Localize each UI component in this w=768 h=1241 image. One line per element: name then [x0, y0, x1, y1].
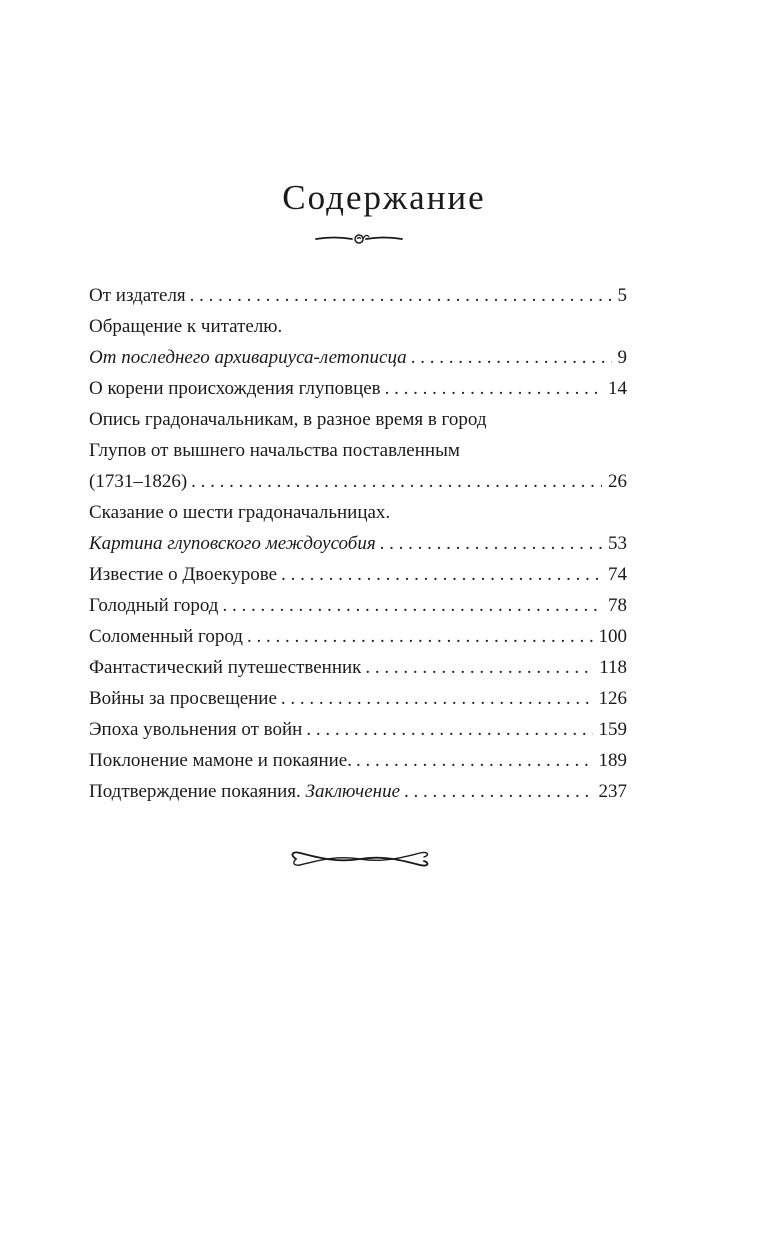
toc-entry-line — [89, 311, 627, 342]
dot-leader — [191, 466, 602, 497]
toc-page-number: 74 — [608, 564, 627, 585]
toc-entry-text: От издателя — [89, 285, 186, 306]
toc-entry-text: О корени происхождения глуповцев — [89, 378, 381, 399]
toc-entry-line — [89, 435, 627, 466]
toc-entry-title — [89, 280, 186, 311]
toc-entry-title — [89, 435, 460, 466]
toc-entry-line — [89, 714, 627, 745]
toc-entry-text: Поклонение мамоне и покаяние. — [89, 750, 352, 771]
toc-entry-title — [89, 373, 381, 404]
toc-page-number: 14 — [608, 378, 627, 399]
toc-entry-line — [89, 590, 627, 621]
dot-leader — [356, 745, 593, 776]
dot-leader — [380, 528, 602, 559]
toc-entry-title — [89, 466, 187, 497]
toc-entry-text: Фантастический путешественник — [89, 657, 362, 678]
toc-page-number: 118 — [599, 657, 627, 678]
toc-entry-italic-text: Картина глуповского междоусобия — [89, 533, 376, 554]
dot-leader — [385, 373, 602, 404]
toc-page-number: 126 — [598, 688, 627, 709]
swirl-ornament-icon — [314, 229, 404, 249]
toc-entry-line — [89, 404, 627, 435]
toc-entry-text: Эпоха увольнения от войн — [89, 719, 303, 740]
toc-entry-text: (1731–1826) — [89, 471, 188, 492]
toc-entry-title — [89, 528, 376, 559]
toc-entry-line — [89, 776, 627, 807]
toc-entry-text: Глупов от вышнего начальства поставленным — [89, 440, 460, 461]
dot-leader — [190, 280, 612, 311]
toc-entry-italic-text: Заключение — [305, 781, 401, 802]
toc-entry-italic-text: От последнего архивариуса-летописца — [89, 347, 407, 368]
toc-page-number: 189 — [598, 750, 627, 771]
dot-leader — [222, 590, 602, 621]
toc-entry-line — [89, 621, 627, 652]
toc-entry-title — [89, 342, 407, 373]
toc-entry-title — [89, 590, 218, 621]
dot-leader — [365, 652, 593, 683]
dot-leader — [404, 776, 592, 807]
toc-entry-title — [89, 497, 390, 528]
table-of-contents — [89, 280, 627, 807]
toc-entry-title — [89, 621, 243, 652]
toc-entry-line — [89, 342, 627, 373]
toc-entry-line — [89, 559, 627, 590]
toc-entry-title — [89, 652, 361, 683]
toc-page-number: 159 — [598, 719, 627, 740]
toc-entry-line — [89, 652, 627, 683]
toc-entry-line — [89, 373, 627, 404]
page-title: Содержание — [282, 178, 486, 217]
toc-page-number: 237 — [598, 781, 627, 802]
toc-entry-text: Обращение к читателю. — [89, 316, 283, 337]
dot-leader — [281, 559, 602, 590]
flourish-ornament-icon — [286, 845, 434, 873]
toc-entry-text: Известие о Двоекурове — [89, 564, 278, 585]
toc-page-number: 100 — [598, 626, 627, 647]
toc-entry-title — [89, 745, 352, 776]
toc-entry-title — [89, 404, 487, 435]
dot-leader — [306, 714, 592, 745]
toc-entry-line — [89, 745, 627, 776]
toc-entry-line — [89, 466, 627, 497]
toc-entry-title — [89, 683, 277, 714]
toc-entry-text: Опись градоначальникам, в разное время в город — [89, 409, 487, 430]
toc-entry-title — [89, 559, 277, 590]
toc-entry-text: Войны за просвещение — [89, 688, 277, 709]
toc-entry-title — [89, 311, 282, 342]
toc-page-number: 78 — [608, 595, 627, 616]
toc-entry-title — [89, 776, 400, 807]
toc-page-number: 9 — [617, 347, 627, 368]
dot-leader — [281, 683, 593, 714]
toc-entry-title — [89, 714, 302, 745]
toc-entry-line — [89, 280, 627, 311]
toc-entry-line — [89, 528, 627, 559]
toc-entry-text: Сказание о шести градоначальницах. — [89, 502, 391, 523]
dot-leader — [411, 342, 612, 373]
toc-entry-text: Соломенный город — [89, 626, 243, 647]
toc-entry-text: Подтверждение покаяния. — [89, 781, 306, 802]
toc-entry-text: Голодный город — [89, 595, 219, 616]
toc-page-number: 5 — [617, 285, 627, 306]
toc-page-number: 26 — [608, 471, 627, 492]
toc-page-number: 53 — [608, 533, 627, 554]
toc-entry-line — [89, 683, 627, 714]
toc-entry-line — [89, 497, 627, 528]
dot-leader — [247, 621, 593, 652]
